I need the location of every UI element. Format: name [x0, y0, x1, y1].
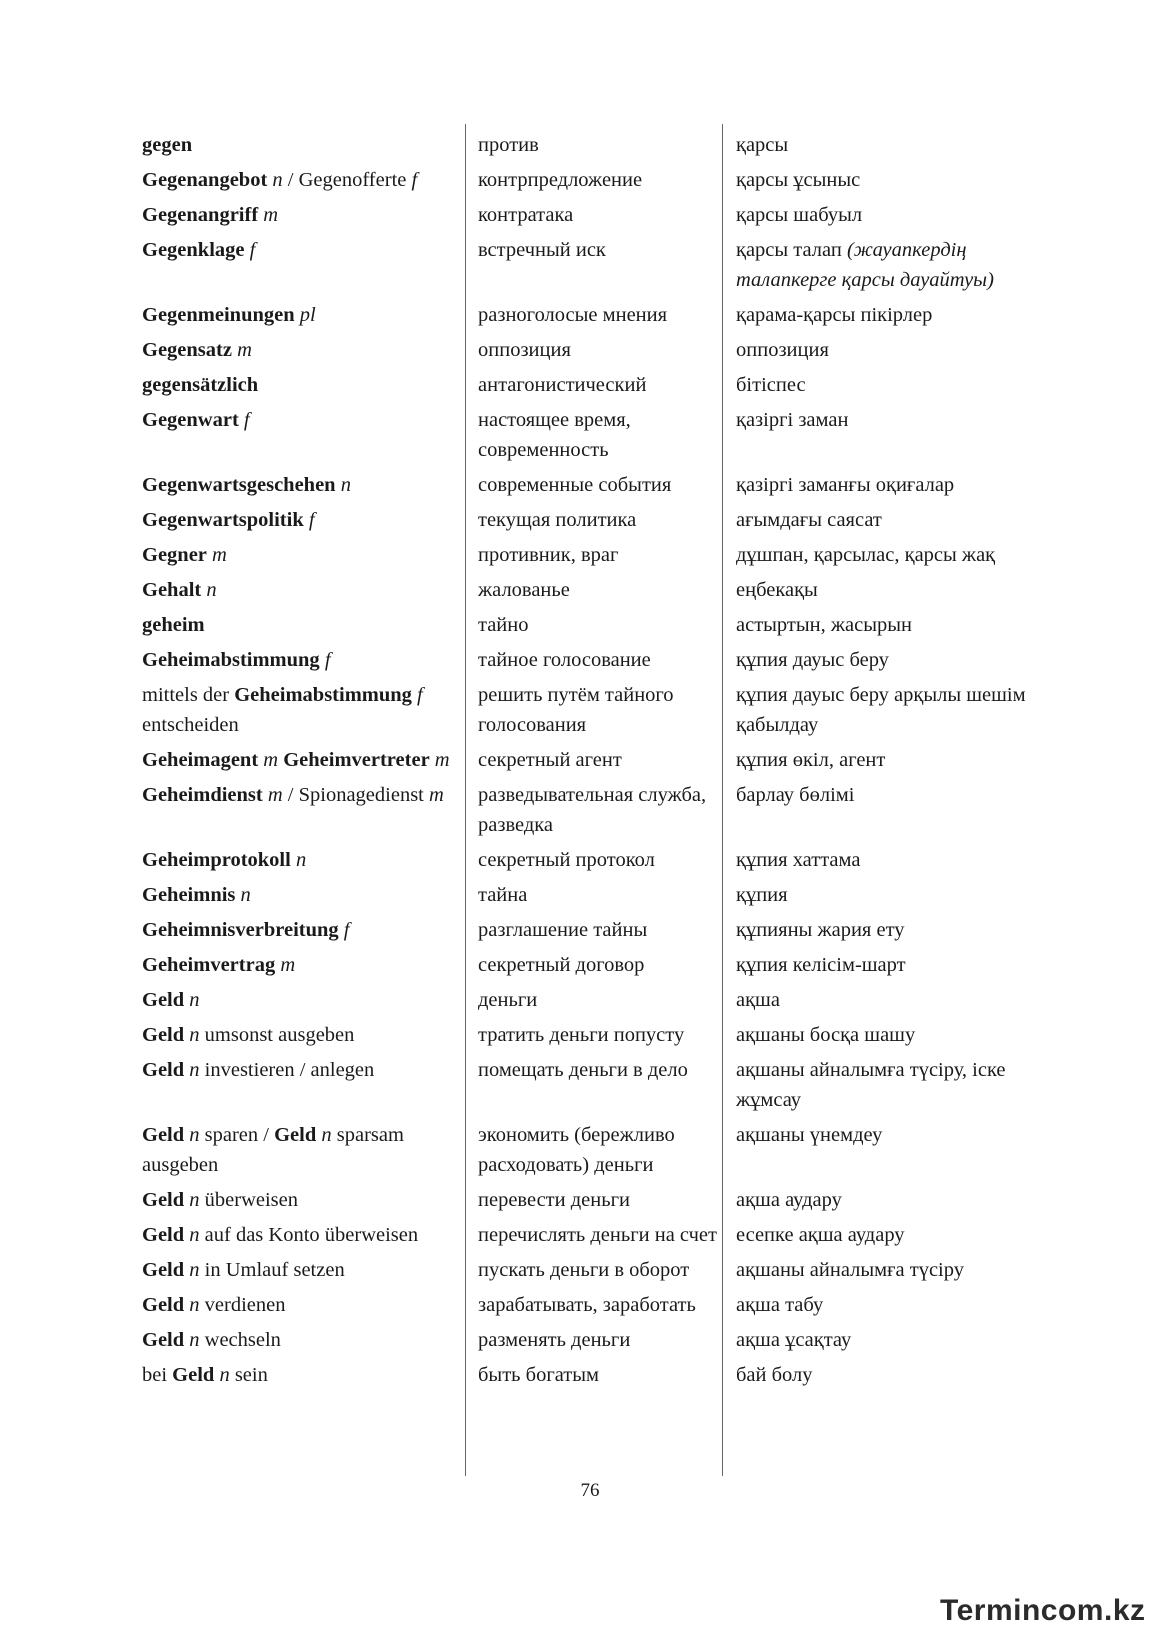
german-segment: Gegenwart [142, 409, 239, 431]
russian-translation: тайно [478, 614, 529, 636]
kazakh-segment: бітіспес [736, 374, 806, 396]
russian-translation: секретный агент [478, 749, 622, 771]
german-segment: sparen / [199, 1124, 275, 1146]
german-segment: pl [299, 304, 316, 326]
german-segment: Gegensatz [142, 339, 232, 361]
page-number: 76 [580, 1480, 600, 1501]
russian-translation: тайное голосование [478, 649, 651, 671]
dictionary-entry-row [142, 880, 1048, 915]
russian-translation: контратака [478, 204, 574, 226]
kazakh-translation [736, 915, 1048, 950]
kazakh-translation [736, 370, 1048, 405]
kazakh-segment: қарсы ұсыныс [736, 169, 861, 191]
german-segment: f [343, 919, 350, 941]
kazakh-segment: ақша аудару [736, 1189, 842, 1211]
russian-translation: решить путём тайного голосования [478, 684, 674, 736]
german-term [142, 1290, 478, 1325]
kazakh-translation [736, 505, 1048, 540]
dictionary-entry-row [142, 1290, 1048, 1325]
german-term [142, 915, 478, 950]
german-segment: Geheimprotokoll [142, 849, 291, 871]
dictionary-entry-row [142, 370, 1048, 405]
german-segment: Gegenangebot [142, 169, 268, 191]
german-term [142, 780, 478, 845]
kazakh-translation [736, 165, 1048, 200]
kazakh-segment: ақша ұсақтау [736, 1329, 852, 1351]
kazakh-segment: қазіргі заманғы оқиғалар [736, 474, 955, 496]
dictionary-entry-row [142, 1360, 1048, 1395]
russian-translation: секретный договор [478, 954, 645, 976]
dictionary-body [142, 130, 1048, 1395]
russian-translation: пускать деньги в оборот [478, 1259, 690, 1281]
kazakh-segment: құпия өкіл, агент [736, 749, 886, 771]
german-segment: Geld [142, 1189, 185, 1211]
kazakh-translation [736, 540, 1048, 575]
kazakh-translation [736, 680, 1048, 745]
german-term [142, 200, 478, 235]
german-term [142, 505, 478, 540]
german-segment: Geld [142, 1024, 185, 1046]
kazakh-translation [736, 470, 1048, 505]
german-term [142, 745, 478, 780]
german-term [142, 1360, 478, 1395]
kazakh-segment: құпияны жария ету [736, 919, 905, 941]
russian-translation: жалованье [478, 579, 570, 601]
kazakh-segment: ақшаны босқа шашу [736, 1024, 916, 1046]
kazakh-segment: оппозиция [736, 339, 829, 361]
russian-translation: настоящее время, современность [478, 409, 631, 461]
russian-translation: разменять деньги [478, 1329, 631, 1351]
german-term [142, 1020, 478, 1055]
dictionary-entry-row [142, 1325, 1048, 1360]
german-segment: m [434, 749, 450, 771]
dictionary-entry-row [142, 165, 1048, 200]
german-segment: mittels der [142, 684, 235, 706]
kazakh-segment: бай болу [736, 1364, 813, 1386]
german-segment: n [272, 169, 283, 191]
german-segment: Geld [172, 1364, 215, 1386]
kazakh-translation [736, 1020, 1048, 1055]
kazakh-translation [736, 1120, 1048, 1185]
kazakh-translation [736, 950, 1048, 985]
german-segment: n [189, 1294, 200, 1316]
kazakh-segment: қазіргі заман [736, 409, 849, 431]
german-segment: überweisen [199, 1189, 299, 1211]
russian-translation: помещать деньги в дело [478, 1059, 688, 1081]
dictionary-entry-row [142, 1020, 1048, 1055]
kazakh-translation [736, 845, 1048, 880]
dictionary-entry-row [142, 505, 1048, 540]
german-segment: geheim [142, 614, 205, 636]
german-segment: f [417, 684, 423, 706]
german-segment: n [206, 579, 217, 601]
dictionary-entry-row [142, 1055, 1048, 1120]
dictionary-entry-row [142, 300, 1048, 335]
german-segment: f [324, 649, 331, 671]
german-term [142, 540, 478, 575]
kazakh-translation [736, 645, 1048, 680]
kazakh-segment: ақша табу [736, 1294, 824, 1316]
german-segment: Gegner [142, 544, 207, 566]
dictionary-table [142, 130, 1048, 1395]
russian-translation: против [478, 134, 539, 156]
german-segment: verdienen [199, 1294, 286, 1316]
russian-translation: контрпредложение [478, 169, 643, 191]
russian-translation: тратить деньги попусту [478, 1024, 685, 1046]
german-segment: umsonst ausgeben [199, 1024, 355, 1046]
dictionary-entry-row [142, 470, 1048, 505]
german-segment: Gegenklage [142, 239, 245, 261]
dictionary-entry-row [142, 335, 1048, 370]
german-term [142, 335, 478, 370]
dictionary-entry-row [142, 1120, 1048, 1185]
kazakh-translation [736, 1055, 1048, 1120]
kazakh-segment: құпия дауыс беру арқылы шешім қабылдау [736, 684, 1026, 736]
german-segment: gegensätzlich [142, 374, 259, 396]
german-term [142, 985, 478, 1020]
german-segment: Geheimagent [142, 749, 259, 771]
kazakh-translation [736, 1360, 1048, 1395]
kazakh-segment: қарсы талап [736, 239, 847, 261]
russian-translation: деньги [478, 989, 538, 1011]
russian-translation: перечислять деньги на счет [478, 1224, 717, 1246]
german-term [142, 575, 478, 610]
german-segment: Geheimabstimmung [234, 684, 412, 706]
german-segment: n [240, 884, 251, 906]
russian-translation: оппозиция [478, 339, 571, 361]
german-segment: m [263, 204, 279, 226]
german-segment: Geheimvertreter [283, 749, 430, 771]
russian-translation: экономить (бережливо расходовать) деньги [478, 1124, 675, 1176]
german-segment: n [219, 1364, 230, 1386]
kazakh-translation [736, 745, 1048, 780]
kazakh-translation [736, 1220, 1048, 1255]
german-segment: n [189, 1259, 200, 1281]
german-segment: m [237, 339, 252, 361]
dictionary-entry-row [142, 1220, 1048, 1255]
dictionary-entry-row [142, 610, 1048, 645]
russian-translation: разглашение тайны [478, 919, 648, 941]
german-segment: Geld [142, 1294, 185, 1316]
german-segment: / Gegenofferte [282, 169, 412, 191]
german-term [142, 1325, 478, 1360]
german-term [142, 405, 478, 470]
kazakh-translation [736, 335, 1048, 370]
german-segment: investieren / anlegen [199, 1059, 375, 1081]
russian-translation: секретный протокол [478, 849, 655, 871]
kazakh-translation [736, 1290, 1048, 1325]
german-segment: Geld [274, 1124, 317, 1146]
german-segment: f [249, 239, 256, 261]
russian-translation: встречный иск [478, 239, 606, 261]
dictionary-entry-row [142, 200, 1048, 235]
dictionary-entry-row [142, 405, 1048, 470]
dictionary-entry-row [142, 915, 1048, 950]
german-segment: in Umlauf setzen [199, 1259, 345, 1281]
russian-translation: разведывательная служба, разведка [478, 784, 707, 836]
german-term [142, 680, 478, 745]
german-segment: m [280, 954, 296, 976]
german-segment: Geheimnis [142, 884, 236, 906]
german-segment: n [189, 1024, 200, 1046]
german-segment: n [189, 989, 200, 1011]
german-segment: n [189, 1124, 200, 1146]
german-segment: sparsam ausgeben [142, 1124, 404, 1176]
kazakh-segment: құпия хаттама [736, 849, 861, 871]
kazakh-segment: есепке ақша аудару [736, 1224, 905, 1246]
termincom-logo-watermark[interactable] [940, 1594, 1146, 1628]
kazakh-translation [736, 405, 1048, 470]
german-segment: Geld [142, 1224, 185, 1246]
dictionary-entry-row [142, 540, 1048, 575]
kazakh-translation [736, 610, 1048, 645]
kazakh-translation [736, 780, 1048, 845]
watermark-text: Termincom.kz [940, 1594, 1146, 1627]
german-segment: Geheimnisverbreitung [142, 919, 339, 941]
german-segment: n [189, 1224, 200, 1246]
dictionary-entry-row [142, 645, 1048, 680]
kazakh-segment: (жауапкердің талапкерге қарсы дауайтуы) [736, 239, 994, 291]
german-segment: n [189, 1189, 200, 1211]
german-segment: Gegenwartspolitik [142, 509, 304, 531]
german-segment: Gegenangriff [142, 204, 259, 226]
german-segment: Geld [142, 1059, 185, 1081]
dictionary-entry-row [142, 745, 1048, 780]
german-segment: m [263, 749, 279, 771]
kazakh-translation [736, 1325, 1048, 1360]
kazakh-segment: ақша [736, 989, 780, 1011]
german-segment: Geld [142, 1329, 185, 1351]
kazakh-segment: дұшпан, қарсылас, қарсы жақ [736, 544, 996, 566]
dictionary-entry-row [142, 1255, 1048, 1290]
german-segment: n [340, 474, 351, 496]
kazakh-translation [736, 1255, 1048, 1290]
kazakh-segment: ақшаны айналымға түсіру [736, 1259, 964, 1281]
german-segment: auf das Konto überweisen [199, 1224, 419, 1246]
german-segment: bei [142, 1364, 173, 1386]
german-term [142, 950, 478, 985]
dictionary-entry-row [142, 845, 1048, 880]
german-segment: Geheimdienst [142, 784, 263, 806]
dictionary-entry-row [142, 950, 1048, 985]
german-segment: n [321, 1124, 332, 1146]
german-term [142, 1185, 478, 1220]
german-term [142, 845, 478, 880]
german-segment: Geld [142, 1124, 185, 1146]
german-segment: gegen [142, 134, 193, 156]
german-segment: Gegenmeinungen [142, 304, 295, 326]
german-term [142, 165, 478, 200]
kazakh-segment: еңбекақы [736, 579, 818, 601]
russian-translation: перевести деньги [478, 1189, 630, 1211]
dictionary-entry-row [142, 680, 1048, 745]
dictionary-entry-row [142, 235, 1048, 300]
german-segment: m [267, 784, 283, 806]
kazakh-translation [736, 300, 1048, 335]
german-segment: m [429, 784, 444, 806]
german-segment: Gegenwartsgeschehen [142, 474, 336, 496]
kazakh-translation [736, 985, 1048, 1020]
german-segment: sein [229, 1364, 268, 1386]
kazakh-translation [736, 575, 1048, 610]
german-term [142, 880, 478, 915]
german-term [142, 1255, 478, 1290]
dictionary-entry-row [142, 130, 1048, 165]
german-segment: Geld [142, 989, 185, 1011]
german-term [142, 1120, 478, 1185]
kazakh-segment: қарсы шабуыл [736, 204, 863, 226]
german-term [142, 1220, 478, 1255]
russian-translation: тайна [478, 884, 528, 906]
kazakh-segment: барлау бөлімі [736, 784, 855, 806]
german-segment: f [411, 169, 418, 191]
german-term [142, 610, 478, 645]
russian-translation: современные события [478, 474, 672, 496]
german-term [142, 470, 478, 505]
german-term [142, 130, 478, 165]
german-segment: f [308, 509, 315, 531]
russian-translation: быть богатым [478, 1364, 599, 1386]
german-segment: Geheimabstimmung [142, 649, 320, 671]
german-term [142, 235, 478, 300]
german-segment: entscheiden [142, 714, 239, 736]
kazakh-translation [736, 880, 1048, 915]
russian-translation: текущая политика [478, 509, 637, 531]
german-segment: f [243, 409, 250, 431]
german-segment: m [212, 544, 227, 566]
german-segment: / Spionagedienst [282, 784, 429, 806]
dictionary-entry-row [142, 575, 1048, 610]
german-segment: n [295, 849, 307, 871]
german-segment: Geld [142, 1259, 185, 1281]
dictionary-entry-row [142, 985, 1048, 1020]
german-segment: n [189, 1329, 200, 1351]
kazakh-translation [736, 1185, 1048, 1220]
german-term [142, 300, 478, 335]
kazakh-segment: қарсы [736, 134, 789, 156]
russian-translation: зарабатывать, заработать [478, 1294, 696, 1316]
kazakh-translation [736, 235, 1048, 300]
russian-translation: антагонистический [478, 374, 647, 396]
german-term [142, 370, 478, 405]
kazakh-translation [736, 200, 1048, 235]
kazakh-segment: құпия дауыс беру [736, 649, 889, 671]
kazakh-translation [736, 130, 1048, 165]
russian-translation: противник, враг [478, 544, 619, 566]
dictionary-entry-row [142, 1185, 1048, 1220]
german-segment: n [189, 1059, 200, 1081]
kazakh-segment: ақшаны айналымға түсіру, іске жұмсау [736, 1059, 1006, 1111]
kazakh-segment: ағымдағы саясат [736, 509, 882, 531]
kazakh-segment: астыртын, жасырын [736, 614, 912, 636]
german-segment: Geheimvertrag [142, 954, 276, 976]
kazakh-segment: қарама-қарсы пікірлер [736, 304, 933, 326]
german-term [142, 645, 478, 680]
kazakh-segment: құпия келісім-шарт [736, 954, 906, 976]
dictionary-entry-row [142, 780, 1048, 845]
german-segment: Gehalt [142, 579, 202, 601]
german-term [142, 1055, 478, 1120]
kazakh-segment: ақшаны үнемдеу [736, 1124, 883, 1146]
german-segment: wechseln [199, 1329, 281, 1351]
russian-translation: разноголосые мнения [478, 304, 668, 326]
kazakh-segment: құпия [736, 884, 788, 906]
